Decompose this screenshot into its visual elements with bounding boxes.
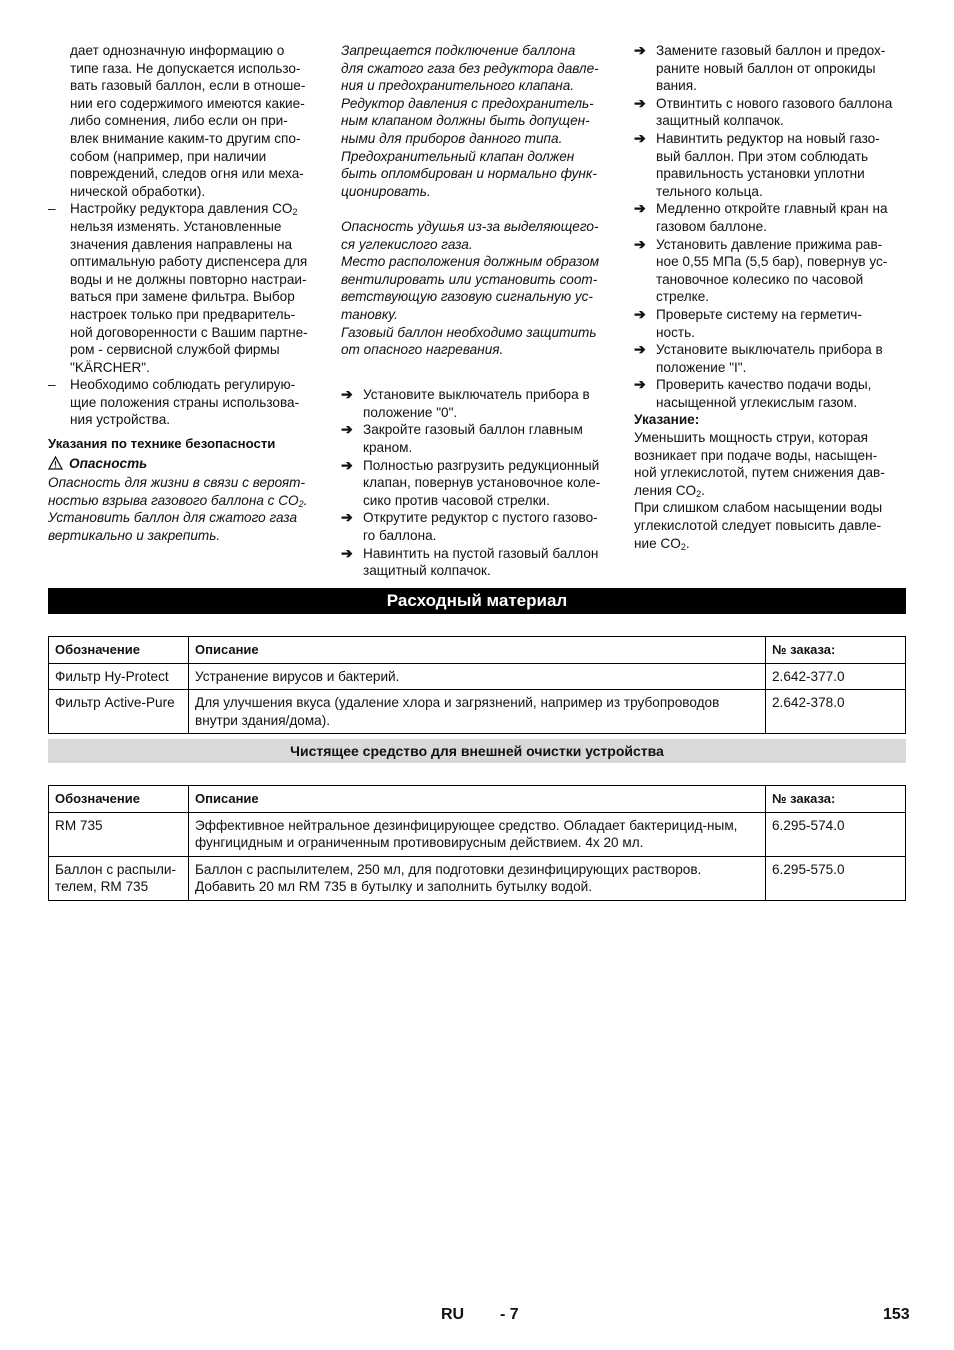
text-line: ными для приборов данного типа. [341, 130, 563, 146]
text-line: оптимальную работу диспенсера для [70, 254, 308, 270]
arrow-right-icon: ➔ [634, 200, 646, 217]
text-line [634, 535, 908, 553]
column-header: Обозначение [49, 637, 189, 664]
table-row [49, 690, 906, 734]
text-line: краном. [363, 440, 413, 456]
list-item [48, 376, 324, 429]
safety-heading: Указания по технике безопасности [48, 436, 276, 452]
arrow-right-icon: ➔ [634, 42, 646, 58]
arrow-right-icon: ➔ [634, 235, 646, 252]
text-line: защитный колпачок. [363, 563, 491, 579]
table-cell: 6.295-574.0 [766, 812, 906, 856]
column-1 [48, 42, 324, 545]
text-line: вать газовый баллон, если в отноше- [70, 78, 306, 94]
arrow-right-icon: ➔ [634, 376, 646, 393]
text-line: Проверьте систему на герметич- [656, 306, 862, 322]
arrow-right-icon: ➔ [341, 386, 353, 403]
text-line: углекислотой следует повысить давле- [634, 518, 882, 534]
text-line: вания. [656, 78, 697, 94]
warning-block-pressure [341, 42, 619, 200]
table-cell: Эффективное нейтральное дезинфицирующее средство. Обладает бактерицид-ным, фунгицидным и ограниченным противовирусным действием. 4x 20 мл. [189, 812, 766, 856]
text-line [48, 492, 324, 510]
text-line: насыщенной углекислым газом. [656, 394, 858, 410]
step-item [634, 130, 908, 200]
cleaning-agents-table [48, 785, 906, 901]
column-header: Описание [189, 786, 766, 813]
text-line: Замените газовый баллон и предох- [656, 43, 886, 58]
text-line: щие положения страны использова- [70, 394, 300, 410]
column-header: Описание [189, 637, 766, 664]
text-line: нельзя изменять. Установленные [70, 218, 282, 234]
table-cell: Баллон с распылителем, 250 мл, для подготовки дезинфицирующих растворов. Добавить 20 мл RM 735 в бутылку и заполнить бутылку водой. [189, 856, 766, 900]
text-line: ционировать. [341, 183, 431, 199]
table-cell: Фильтр Hy-Protect [49, 663, 189, 690]
text-line: Место расположения должным образом [341, 254, 600, 270]
text-line: для сжатого газа без редуктора давле- [341, 60, 599, 76]
text-line: Навинтить редуктор на новый газо- [656, 130, 880, 146]
text-line: дает однозначную информацию о [70, 43, 285, 58]
text-line: При слишком слабом насыщении воды [634, 500, 883, 516]
text-line: Газовый баллон необходимо защитить [341, 324, 597, 340]
text-line: Установить давление прижима рав- [656, 236, 883, 252]
step-item [341, 509, 619, 544]
text-line: Медленно откройте главный кран на [656, 201, 888, 217]
text-line: положение "I". [656, 359, 747, 375]
text-line: Навинтить на пустой газовый баллон [363, 545, 599, 561]
note-paragraph [634, 499, 908, 552]
text-line: настроек только при предваритель- [70, 306, 296, 322]
note-heading: Указание: [634, 412, 700, 428]
step-item [341, 421, 619, 456]
danger-label [48, 455, 324, 473]
text-line: возникает при подаче воды, насыщен- [634, 447, 878, 463]
text-line: нической обработки). [70, 183, 206, 199]
text-line: Установить баллон для сжатого газа [48, 510, 298, 526]
text-line: ной договоренности с Вашим партне- [70, 324, 308, 340]
spacer [341, 359, 619, 377]
text-line: от опасного нагревания. [341, 342, 504, 358]
warning-triangle-icon [48, 456, 63, 470]
text-line: значения давления направлены на [70, 236, 293, 252]
text-line: нии его содержимого имеются какие- [70, 95, 305, 111]
consumables-table [48, 636, 906, 734]
text-line: сико против часовой стрелки. [363, 492, 550, 508]
column-3 [634, 42, 908, 552]
text-span: . [701, 482, 705, 498]
danger-text [48, 474, 324, 544]
note-paragraph [634, 429, 908, 499]
list-item [48, 200, 324, 376]
text-span: . [685, 535, 690, 551]
text-line: ния устройства. [70, 412, 171, 428]
text-line: стрелке. [656, 289, 710, 305]
text-line: ным клапаном должны быть допущен- [341, 113, 590, 129]
text-line: влек внимание каким-то другим спо- [70, 130, 301, 146]
text-line: ния и предохранительного клапана. [341, 78, 575, 94]
arrow-right-icon: ➔ [634, 94, 646, 111]
text-line: защитный колпачок. [656, 113, 784, 129]
footer-page-number: 153 [883, 1306, 910, 1323]
step-item [634, 95, 908, 130]
text-line: ся углекислого газа. [341, 236, 473, 252]
text-line: тановку. [341, 306, 398, 322]
arrow-right-icon: ➔ [341, 456, 353, 473]
text-line: Предохранительный клапан должен [341, 148, 575, 164]
text-line: Опасность для жизни в связи с вероят- [48, 475, 306, 491]
step-item [341, 457, 619, 510]
text-line: – Необходимо соблюдать регулирую- [70, 377, 296, 393]
table-row [49, 663, 906, 690]
text-line: повреждений, следов огня или меха- [70, 166, 304, 182]
spacer [341, 376, 619, 386]
arrow-right-icon: ➔ [634, 305, 646, 322]
text-span: ностью взрыва газового баллона с CO [48, 492, 299, 508]
step-item [634, 42, 908, 95]
text-line: го баллона. [363, 528, 437, 544]
table-cell: Устранение вирусов и бактерий. [189, 663, 766, 690]
text-span: Настройку редуктора давления CO [70, 201, 293, 217]
arrow-right-icon: ➔ [341, 544, 353, 561]
text-span: ления CO [634, 482, 697, 498]
text-line [70, 200, 324, 218]
text-line: ром - сервисной службой фирмы [70, 342, 280, 358]
table-cell: 2.642-378.0 [766, 690, 906, 734]
text-line: вентилировать или установить соот- [341, 271, 598, 287]
arrow-right-icon: ➔ [341, 421, 353, 438]
text-line: Закройте газовый баллон главным [363, 422, 583, 438]
text-span: . [303, 492, 308, 508]
table-cell: Для улучшения вкуса (удаление хлора и загрязнений, например из трубопроводов внутри здания/дома). [189, 690, 766, 734]
text-line: ветствующую газовую сигнальную ус- [341, 289, 593, 305]
text-line: Открутите редуктор с пустого газово- [363, 510, 598, 526]
text-line: вый баллон. При этом соблюдать [656, 148, 869, 164]
text-line: ность. [656, 324, 695, 340]
text-line: Установите выключатель прибора в [656, 342, 883, 358]
gas-type-paragraph [48, 42, 324, 200]
text-line: ное 0,55 МПа (5,5 бар), повернув ус- [656, 254, 888, 270]
text-line: Редуктор давления с предохранитель- [341, 95, 594, 111]
text-line: либо сомнения, либо если он при- [70, 113, 288, 129]
section-title: Расходный материал [48, 588, 906, 614]
subscript: 2 [680, 541, 686, 552]
text-line: тановочное колесико по часовой [656, 271, 864, 287]
step-item [341, 545, 619, 580]
subscript: 2 [298, 498, 304, 509]
spacer [341, 200, 619, 218]
table-cell: 2.642-377.0 [766, 663, 906, 690]
table-cell: RM 735 [49, 812, 189, 856]
text-line [634, 482, 908, 500]
text-line: раните новый баллон от опрокиды [656, 60, 876, 76]
text-line: клапан, повернув установочное коле- [363, 475, 601, 491]
text-span: ние CO [634, 535, 681, 551]
text-line: воды и не должны повторно настраи- [70, 271, 307, 287]
text-line: ной углекислотой, путем снижения дав- [634, 465, 885, 481]
text-line: типе газа. Не допускается использо- [70, 60, 301, 76]
text-line: тельного кольца. [656, 183, 763, 199]
step-item [634, 306, 908, 341]
step-item [634, 341, 908, 376]
step-item [634, 236, 908, 306]
text-line: Проверить качество подачи воды, [656, 377, 872, 393]
table-cell: 6.295-575.0 [766, 856, 906, 900]
text-line: собом (например, при наличии [70, 148, 267, 164]
danger-label-text: Опасность [69, 455, 148, 471]
text-line: правильность установки уплотни [656, 166, 865, 182]
step-item [634, 200, 908, 235]
table-row [49, 856, 906, 900]
text-line: Запрещается подключение баллона [341, 43, 576, 58]
text-line: Установите выключатель прибора в [363, 387, 590, 403]
subsection-title: Чистящее средство для внешней очистки устройства [48, 739, 906, 763]
arrow-right-icon: ➔ [341, 509, 353, 526]
text-line: Уменьшить мощность струи, которая [634, 430, 868, 446]
column-header: № заказа: [766, 786, 906, 813]
footer-local-page: - 7 [500, 1306, 519, 1323]
text-line: ваться при замене фильтра. Выбор [70, 289, 295, 305]
table-cell: Баллон с распыли-телем, RM 735 [49, 856, 189, 900]
subscript: 2 [696, 488, 702, 499]
text-line: "KÄRCHER". [70, 359, 150, 375]
table-header-row [49, 637, 906, 664]
table-cell: Фильтр Active-Pure [49, 690, 189, 734]
column-header: № заказа: [766, 637, 906, 664]
step-item [634, 376, 908, 411]
text-line: вертикально и закрепить. [48, 528, 221, 544]
arrow-right-icon: ➔ [634, 129, 646, 146]
table-header-row [49, 786, 906, 813]
column-2 [341, 42, 619, 580]
warning-block-suffocation [341, 218, 619, 359]
column-header: Обозначение [49, 786, 189, 813]
text-line: положение "0". [363, 404, 458, 420]
text-line: газовом баллоне. [656, 218, 767, 234]
step-item [341, 386, 619, 421]
text-line: Опасность удушья из-за выделяющего- [341, 218, 599, 234]
footer-language: RU [441, 1306, 465, 1323]
text-line: Полностью разгрузить редукционный [363, 457, 600, 473]
subscript: 2 [292, 207, 298, 218]
table-row [49, 812, 906, 856]
arrow-right-icon: ➔ [634, 341, 646, 358]
text-line: быть опломбирован и нормально функ- [341, 166, 597, 182]
text-line: Отвинтить с нового газового баллона [656, 95, 893, 111]
